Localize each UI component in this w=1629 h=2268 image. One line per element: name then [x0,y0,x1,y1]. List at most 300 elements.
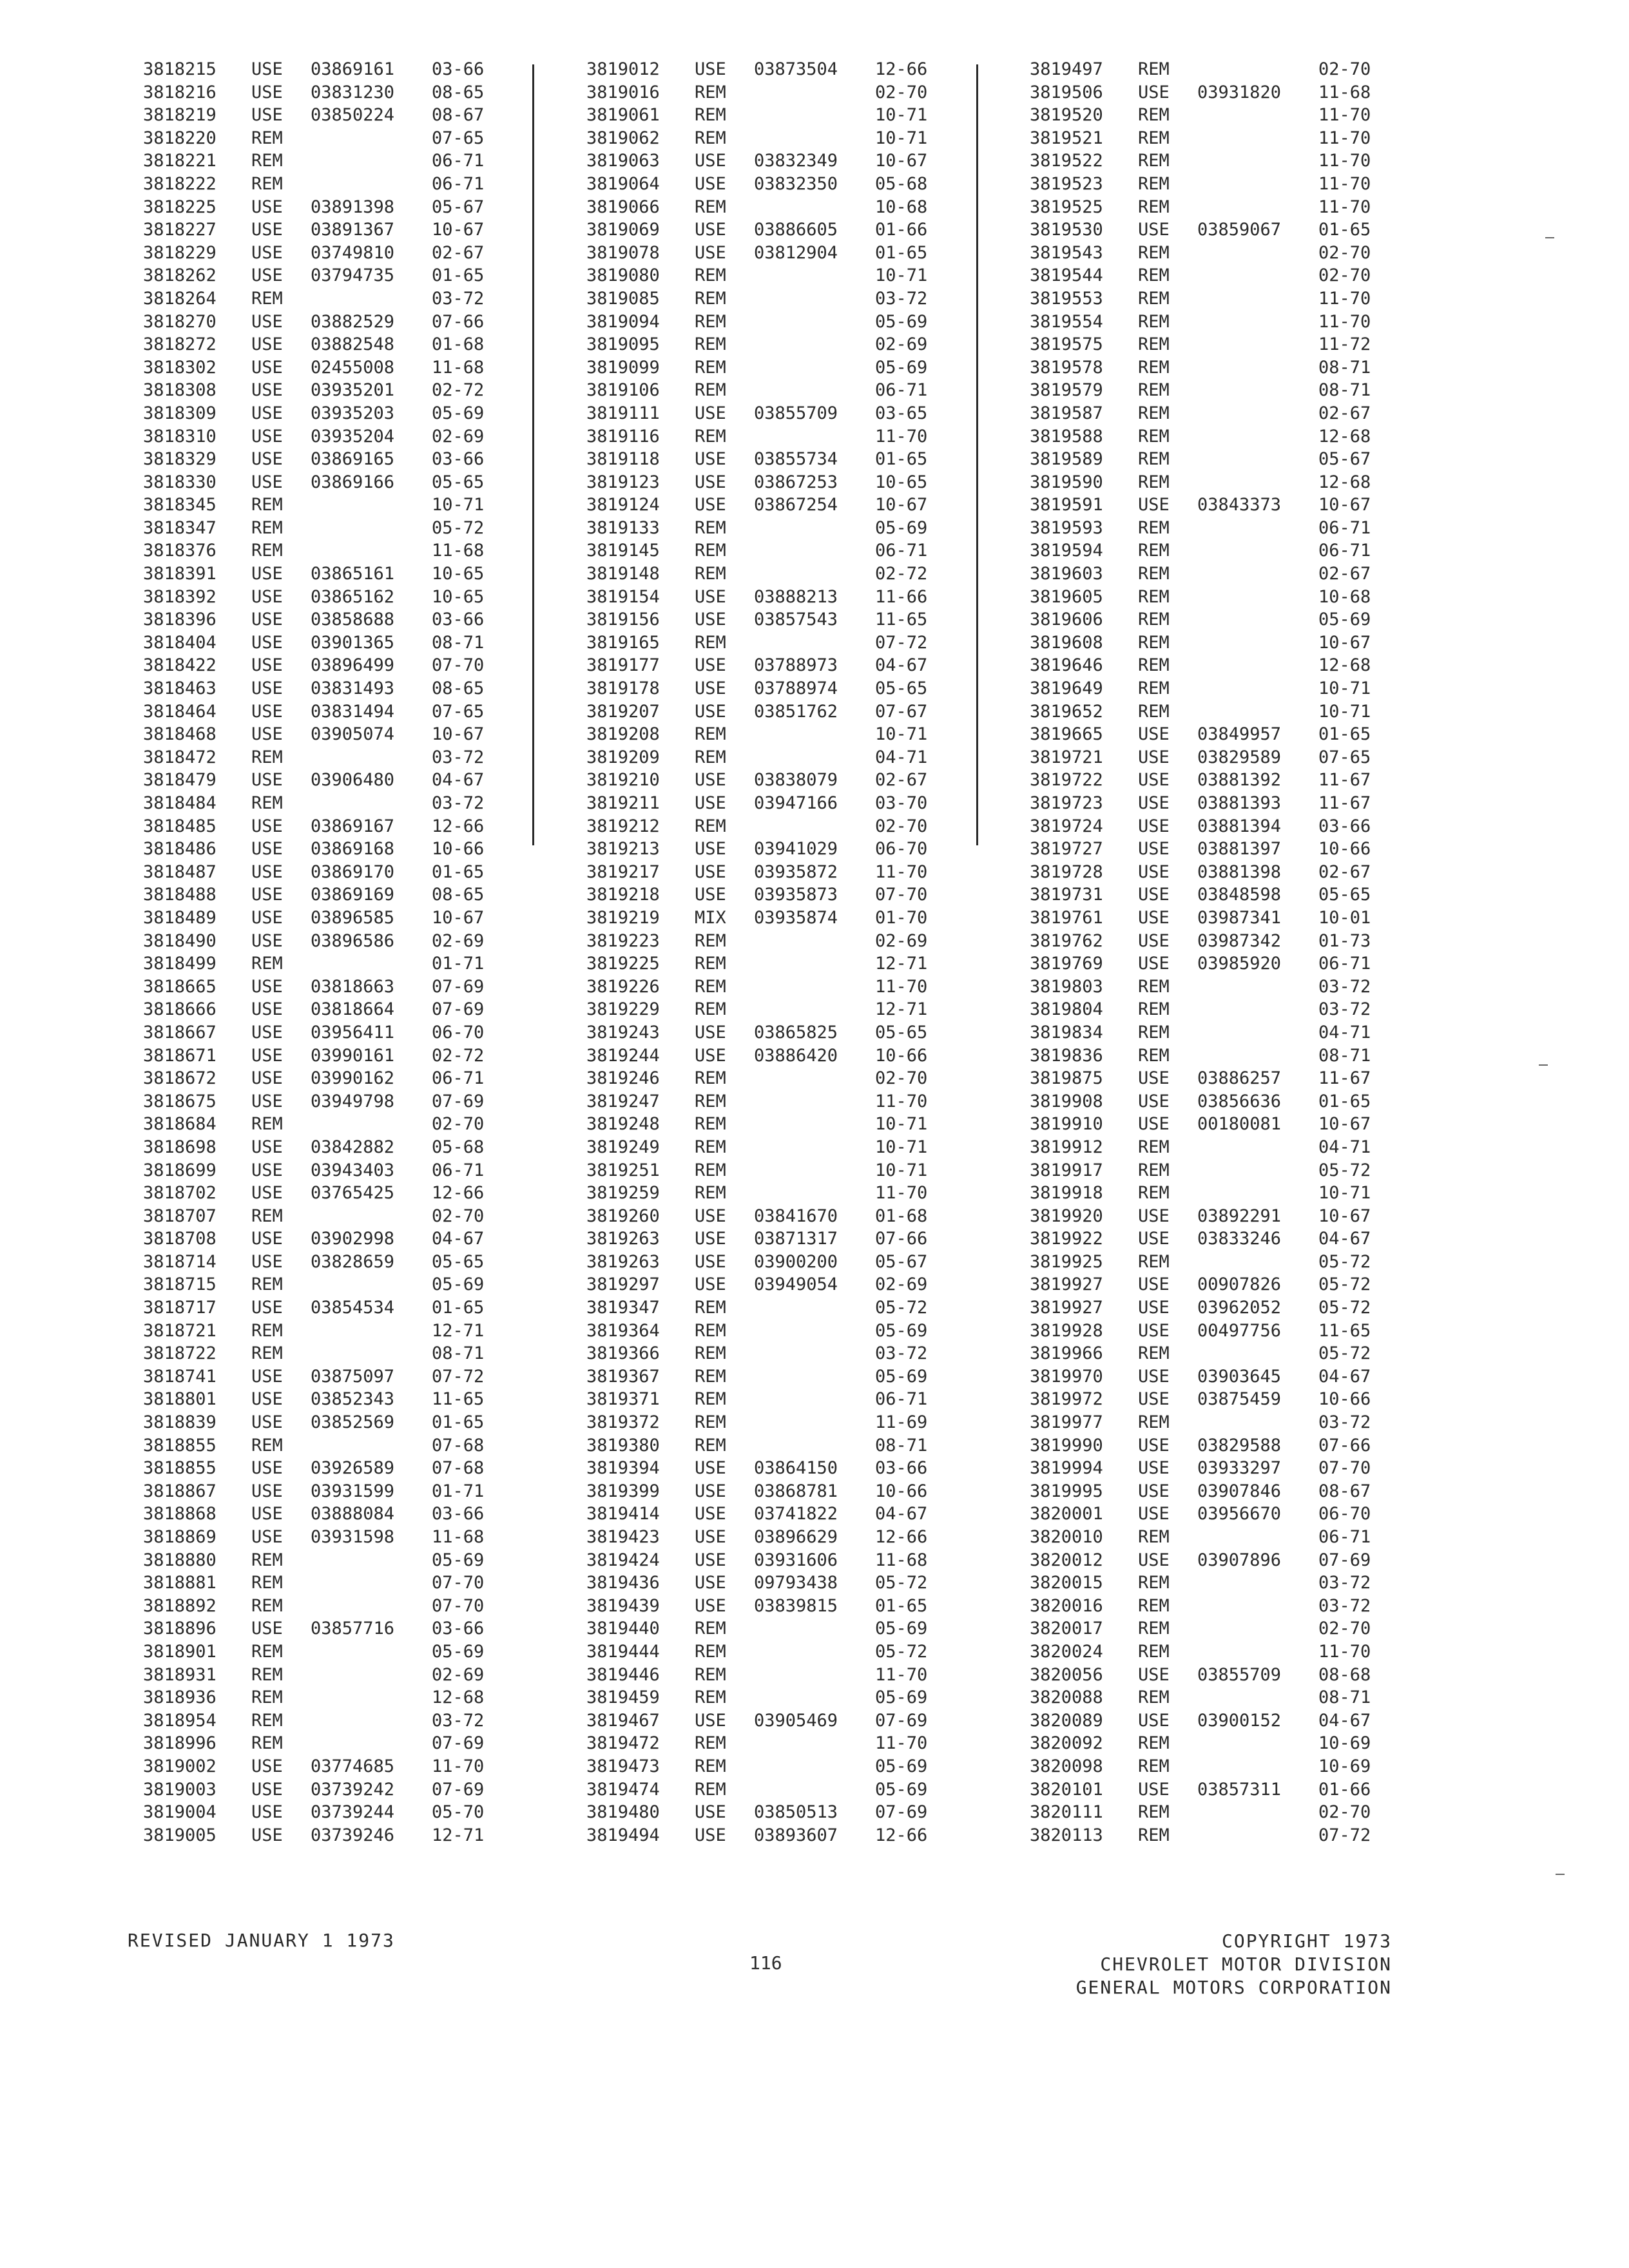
part-number: 3820092 [1030,1733,1103,1754]
replacement-number: 03868781 [754,1481,838,1501]
action-code: REM [1138,1022,1170,1043]
effective-date: 01-71 [432,954,485,974]
replacement-number: 09793438 [754,1573,838,1593]
part-number: 3818329 [143,449,217,470]
effective-date: 10-68 [1318,586,1371,607]
action-code: USE [251,1229,283,1249]
action-code: REM [1138,403,1170,423]
replacement-number: 03854534 [311,1298,395,1318]
part-number: 3818839 [143,1412,217,1433]
replacement-number: 03900152 [1197,1710,1282,1731]
replacement-number: 03850224 [311,105,395,126]
action-code: USE [695,173,726,194]
part-number: 3819423 [586,1527,660,1547]
effective-date: 10-67 [1318,632,1371,653]
part-number: 3818699 [143,1160,217,1180]
effective-date: 11-70 [1318,288,1371,309]
action-code: USE [251,1779,283,1800]
effective-date: 11-69 [875,1412,928,1433]
action-code: REM [695,288,726,309]
action-code: REM [251,1641,283,1662]
replacement-number: 03881392 [1197,770,1282,791]
part-number: 3819588 [1030,426,1103,447]
part-number: 3819399 [586,1481,660,1501]
action-code: USE [251,632,283,653]
action-code: REM [1138,151,1170,171]
action-code: USE [1138,1481,1170,1501]
replacement-number: 03907896 [1197,1550,1282,1570]
effective-date: 05-69 [875,1320,928,1341]
replacement-number: 03896585 [311,907,395,928]
action-code: USE [251,1619,283,1639]
replacement-number: 03857311 [1197,1779,1282,1800]
action-code: REM [1138,976,1170,997]
effective-date: 04-67 [1318,1710,1371,1731]
effective-date: 02-69 [875,334,928,355]
part-number: 3818881 [143,1573,217,1593]
part-number: 3818270 [143,311,217,332]
effective-date: 11-70 [1318,151,1371,171]
effective-date: 07-70 [432,1573,485,1593]
effective-date: 11-70 [875,426,928,447]
action-code: USE [1138,1229,1170,1249]
action-code: REM [251,173,283,194]
part-number: 3818665 [143,976,217,997]
action-code: REM [251,793,283,813]
replacement-number: 03931606 [754,1550,838,1570]
replacement-number: 03956411 [311,1022,395,1043]
part-number: 3818715 [143,1274,217,1295]
action-code: REM [695,1664,726,1685]
part-number: 3819367 [586,1366,660,1387]
action-code: REM [1138,678,1170,699]
part-number: 3819078 [586,242,660,263]
effective-date: 05-69 [875,1619,928,1639]
part-number: 3819910 [1030,1114,1103,1135]
part-number: 3819649 [1030,678,1103,699]
replacement-number: 03739244 [311,1802,395,1823]
action-code: USE [695,701,726,722]
effective-date: 07-69 [432,999,485,1020]
replacement-number: 03832349 [754,151,838,171]
effective-date: 10-67 [432,220,485,240]
replacement-number: 02455008 [311,357,395,378]
effective-date: 05-69 [1318,610,1371,630]
action-code: USE [1138,1710,1170,1731]
effective-date: 11-70 [1318,1641,1371,1662]
part-number: 3819543 [1030,242,1103,263]
effective-date: 01-65 [1318,220,1371,240]
action-code: REM [695,1733,726,1754]
effective-date: 10-66 [1318,1389,1371,1410]
part-number: 3819918 [1030,1183,1103,1204]
effective-date: 04-71 [875,747,928,767]
effective-date: 10-65 [875,472,928,492]
action-code: USE [1138,793,1170,813]
effective-date: 10-67 [1318,1114,1371,1135]
effective-date: 07-66 [1318,1435,1371,1456]
effective-date: 10-66 [875,1045,928,1066]
effective-date: 10-66 [875,1481,928,1501]
action-code: USE [251,861,283,882]
effective-date: 05-69 [432,1550,485,1570]
part-number: 3819966 [1030,1343,1103,1364]
effective-date: 11-70 [875,1091,928,1111]
part-number: 3819970 [1030,1366,1103,1387]
action-code: USE [251,1137,283,1157]
effective-date: 04-67 [1318,1229,1371,1249]
part-number: 3818868 [143,1504,217,1524]
effective-date: 12-71 [432,1320,485,1341]
action-code: USE [1138,220,1170,240]
effective-date: 04-67 [432,1229,485,1249]
action-code: USE [251,1527,283,1547]
part-number: 3818672 [143,1068,217,1089]
action-code: REM [1138,586,1170,607]
replacement-number: 03891367 [311,220,395,240]
replacement-number: 03881398 [1197,861,1282,882]
action-code: USE [695,885,726,905]
effective-date: 10-69 [1318,1733,1371,1754]
replacement-number: 03935203 [311,403,395,423]
effective-date: 07-69 [432,1733,485,1754]
effective-date: 12-66 [875,59,928,79]
part-number: 3818936 [143,1687,217,1708]
effective-date: 05-65 [875,678,928,699]
part-number: 3819111 [586,403,660,423]
effective-date: 05-69 [875,1366,928,1387]
effective-date: 03-72 [875,288,928,309]
part-number: 3818464 [143,701,217,722]
effective-date: 04-67 [1318,1366,1371,1387]
part-number: 3818717 [143,1298,217,1318]
action-code: USE [251,357,283,378]
action-code: USE [1138,930,1170,951]
replacement-number: 03875097 [311,1366,395,1387]
action-code: REM [695,380,726,401]
action-code: USE [251,1389,283,1410]
action-code: REM [1138,242,1170,263]
part-number: 3819606 [1030,610,1103,630]
effective-date: 04-71 [1318,1022,1371,1043]
replacement-number: 03935873 [754,885,838,905]
effective-date: 11-70 [1318,105,1371,126]
part-number: 3819207 [586,701,660,722]
part-number: 3818489 [143,907,217,928]
effective-date: 03-72 [1318,1595,1371,1616]
part-number: 3820010 [1030,1527,1103,1547]
effective-date: 05-72 [1318,1160,1371,1180]
effective-date: 11-68 [432,541,485,561]
part-number: 3818896 [143,1619,217,1639]
effective-date: 11-72 [1318,334,1371,355]
effective-date: 10-67 [875,151,928,171]
part-number: 3818391 [143,564,217,584]
action-code: USE [251,1412,283,1433]
part-number: 3818345 [143,495,217,515]
effective-date: 02-69 [875,1274,928,1295]
effective-date: 08-65 [432,82,485,102]
part-number: 3818702 [143,1183,217,1204]
part-number: 3819099 [586,357,660,378]
replacement-number: 03869167 [311,816,395,836]
part-number: 3819062 [586,128,660,148]
replacement-number: 03893607 [754,1825,838,1845]
action-code: USE [251,1504,283,1524]
effective-date: 02-69 [432,930,485,951]
action-code: REM [251,1573,283,1593]
action-code: REM [1138,564,1170,584]
replacement-number: 03869161 [311,59,395,79]
part-number: 3820111 [1030,1802,1103,1823]
effective-date: 01-65 [1318,724,1371,745]
part-number: 3819497 [1030,59,1103,79]
effective-date: 05-69 [875,357,928,378]
effective-date: 07-69 [1318,1550,1371,1570]
part-number: 3818404 [143,632,217,653]
effective-date: 12-71 [432,1825,485,1845]
part-number: 3819977 [1030,1412,1103,1433]
action-code: USE [251,220,283,240]
part-number: 3819506 [1030,82,1103,102]
part-number: 3819063 [586,151,660,171]
part-number: 3818479 [143,770,217,791]
part-number: 3819226 [586,976,660,997]
replacement-number: 03838079 [754,770,838,791]
replacement-number: 03962052 [1197,1298,1282,1318]
effective-date: 08-71 [1318,380,1371,401]
action-code: USE [251,1298,283,1318]
part-number: 3819467 [586,1710,660,1731]
effective-date: 12-71 [875,954,928,974]
effective-date: 02-70 [1318,1802,1371,1823]
effective-date: 05-65 [1318,885,1371,905]
part-number: 3818216 [143,82,217,102]
effective-date: 05-69 [875,517,928,538]
part-number: 3819587 [1030,403,1103,423]
action-code: REM [251,1206,283,1226]
part-number: 3819085 [586,288,660,309]
part-number: 3819591 [1030,495,1103,515]
effective-date: 08-68 [1318,1664,1371,1685]
part-number: 3819530 [1030,220,1103,240]
effective-date: 03-70 [875,793,928,813]
action-code: USE [251,472,283,492]
effective-date: 05-72 [432,517,485,538]
effective-date: 05-72 [875,1298,928,1318]
action-code: USE [695,1274,726,1295]
part-number: 3819229 [586,999,660,1020]
part-number: 3818472 [143,747,217,767]
replacement-number: 03931599 [311,1481,395,1501]
replacement-number: 03869169 [311,885,395,905]
replacement-number: 03933297 [1197,1458,1282,1479]
part-number: 3818892 [143,1595,217,1616]
action-code: USE [1138,1274,1170,1295]
action-code: USE [1138,1458,1170,1479]
replacement-number: 03947166 [754,793,838,813]
part-number: 3819439 [586,1595,660,1616]
action-code: USE [695,610,726,630]
action-code: USE [251,1091,283,1111]
action-code: MIX [695,907,726,928]
part-number: 3818309 [143,403,217,423]
part-number: 3819016 [586,82,660,102]
action-code: REM [695,1298,726,1318]
effective-date: 05-69 [432,1274,485,1295]
action-code: REM [1138,1573,1170,1593]
action-code: USE [251,816,283,836]
replacement-number: 03985920 [1197,954,1282,974]
effective-date: 01-68 [432,334,485,355]
replacement-number: 03765425 [311,1183,395,1204]
replacement-number: 03931820 [1197,82,1282,102]
action-code: REM [695,1389,726,1410]
action-code: USE [251,59,283,79]
replacement-number: 03794735 [311,265,395,286]
replacement-number: 03812904 [754,242,838,263]
part-number: 3819474 [586,1779,660,1800]
column-divider-2 [976,64,978,845]
part-number: 3819209 [586,747,660,767]
effective-date: 06-71 [1318,541,1371,561]
effective-date: 03-72 [1318,999,1371,1020]
action-code: USE [251,724,283,745]
part-number: 3819260 [586,1206,660,1226]
action-code: USE [251,1045,283,1066]
replacement-number: 03850513 [754,1802,838,1823]
action-code: REM [1138,1619,1170,1639]
replacement-number: 03886605 [754,220,838,240]
part-number: 3819727 [1030,839,1103,860]
action-code: USE [1138,1550,1170,1570]
action-code: REM [251,128,283,148]
effective-date: 02-70 [875,1068,928,1089]
part-number: 3819594 [1030,541,1103,561]
part-number: 3819002 [143,1756,217,1776]
replacement-number: 03841670 [754,1206,838,1226]
effective-date: 12-66 [875,1825,928,1845]
replacement-number: 03851762 [754,701,838,722]
part-number: 3819472 [586,1733,660,1754]
effective-date: 11-67 [1318,793,1371,813]
replacement-number: 03990161 [311,1045,395,1066]
part-number: 3819372 [586,1412,660,1433]
action-code: USE [1138,907,1170,928]
replacement-number: 03739246 [311,1825,395,1845]
effective-date: 05-67 [1318,449,1371,470]
replacement-number: 03949798 [311,1091,395,1111]
part-number: 3819836 [1030,1045,1103,1066]
part-number: 3819005 [143,1825,217,1845]
effective-date: 02-70 [1318,242,1371,263]
replacement-number: 03839815 [754,1595,838,1616]
effective-date: 11-70 [1318,173,1371,194]
effective-date: 05-70 [432,1802,485,1823]
part-number: 3819148 [586,564,660,584]
effective-date: 01-66 [875,220,928,240]
effective-date: 03-66 [432,449,485,470]
effective-date: 02-67 [432,242,485,263]
action-code: USE [695,220,726,240]
part-number: 3818219 [143,105,217,126]
action-code: USE [695,1504,726,1524]
effective-date: 07-69 [432,1779,485,1800]
part-number: 3818262 [143,265,217,286]
effective-date: 07-69 [875,1710,928,1731]
action-code: USE [251,885,283,905]
effective-date: 12-66 [875,1527,928,1547]
effective-date: 01-65 [875,242,928,263]
effective-date: 02-72 [432,1045,485,1066]
action-code: REM [695,564,726,584]
part-number: 3819414 [586,1504,660,1524]
part-number: 3818484 [143,793,217,813]
action-code: REM [1138,105,1170,126]
action-code: USE [251,1160,283,1180]
part-number: 3819246 [586,1068,660,1089]
effective-date: 11-70 [875,861,928,882]
effective-date: 03-66 [432,59,485,79]
part-number: 3819251 [586,1160,660,1180]
effective-date: 10-67 [432,907,485,928]
part-number: 3819927 [1030,1274,1103,1295]
effective-date: 02-70 [875,82,928,102]
replacement-number: 03828659 [311,1251,395,1272]
part-number: 3820089 [1030,1710,1103,1731]
action-code: REM [1138,472,1170,492]
effective-date: 05-72 [875,1573,928,1593]
replacement-number: 03857716 [311,1619,395,1639]
effective-date: 02-69 [875,930,928,951]
action-code: REM [1138,1251,1170,1272]
replacement-number: 03882548 [311,334,395,355]
effective-date: 05-69 [432,1641,485,1662]
action-code: REM [1138,1641,1170,1662]
replacement-number: 03843373 [1197,495,1282,515]
action-code: REM [1138,1160,1170,1180]
action-code: USE [251,334,283,355]
part-number: 3819145 [586,541,660,561]
action-code: USE [251,82,283,102]
replacement-number: 03905469 [754,1710,838,1731]
part-number: 3819061 [586,105,660,126]
effective-date: 04-67 [432,770,485,791]
replacement-number: 03871317 [754,1229,838,1249]
effective-date: 05-72 [1318,1298,1371,1318]
margin-mark [1539,1064,1548,1066]
action-code: REM [251,1595,283,1616]
action-code: REM [695,930,726,951]
action-code: REM [695,1412,726,1433]
action-code: REM [1138,59,1170,79]
replacement-number: 03906480 [311,770,395,791]
effective-date: 10-71 [875,265,928,286]
part-number: 3819177 [586,655,660,676]
action-code: REM [251,1550,283,1570]
part-number: 3819724 [1030,816,1103,836]
effective-date: 12-66 [432,1183,485,1204]
effective-date: 07-69 [432,976,485,997]
part-number: 3819094 [586,311,660,332]
replacement-number: 03832350 [754,173,838,194]
action-code: USE [251,1756,283,1776]
replacement-number: 03902998 [311,1229,395,1249]
replacement-number: 03818663 [311,976,395,997]
replacement-number: 03931598 [311,1527,395,1547]
replacement-number: 00180081 [1197,1114,1282,1135]
action-code: USE [695,1481,726,1501]
